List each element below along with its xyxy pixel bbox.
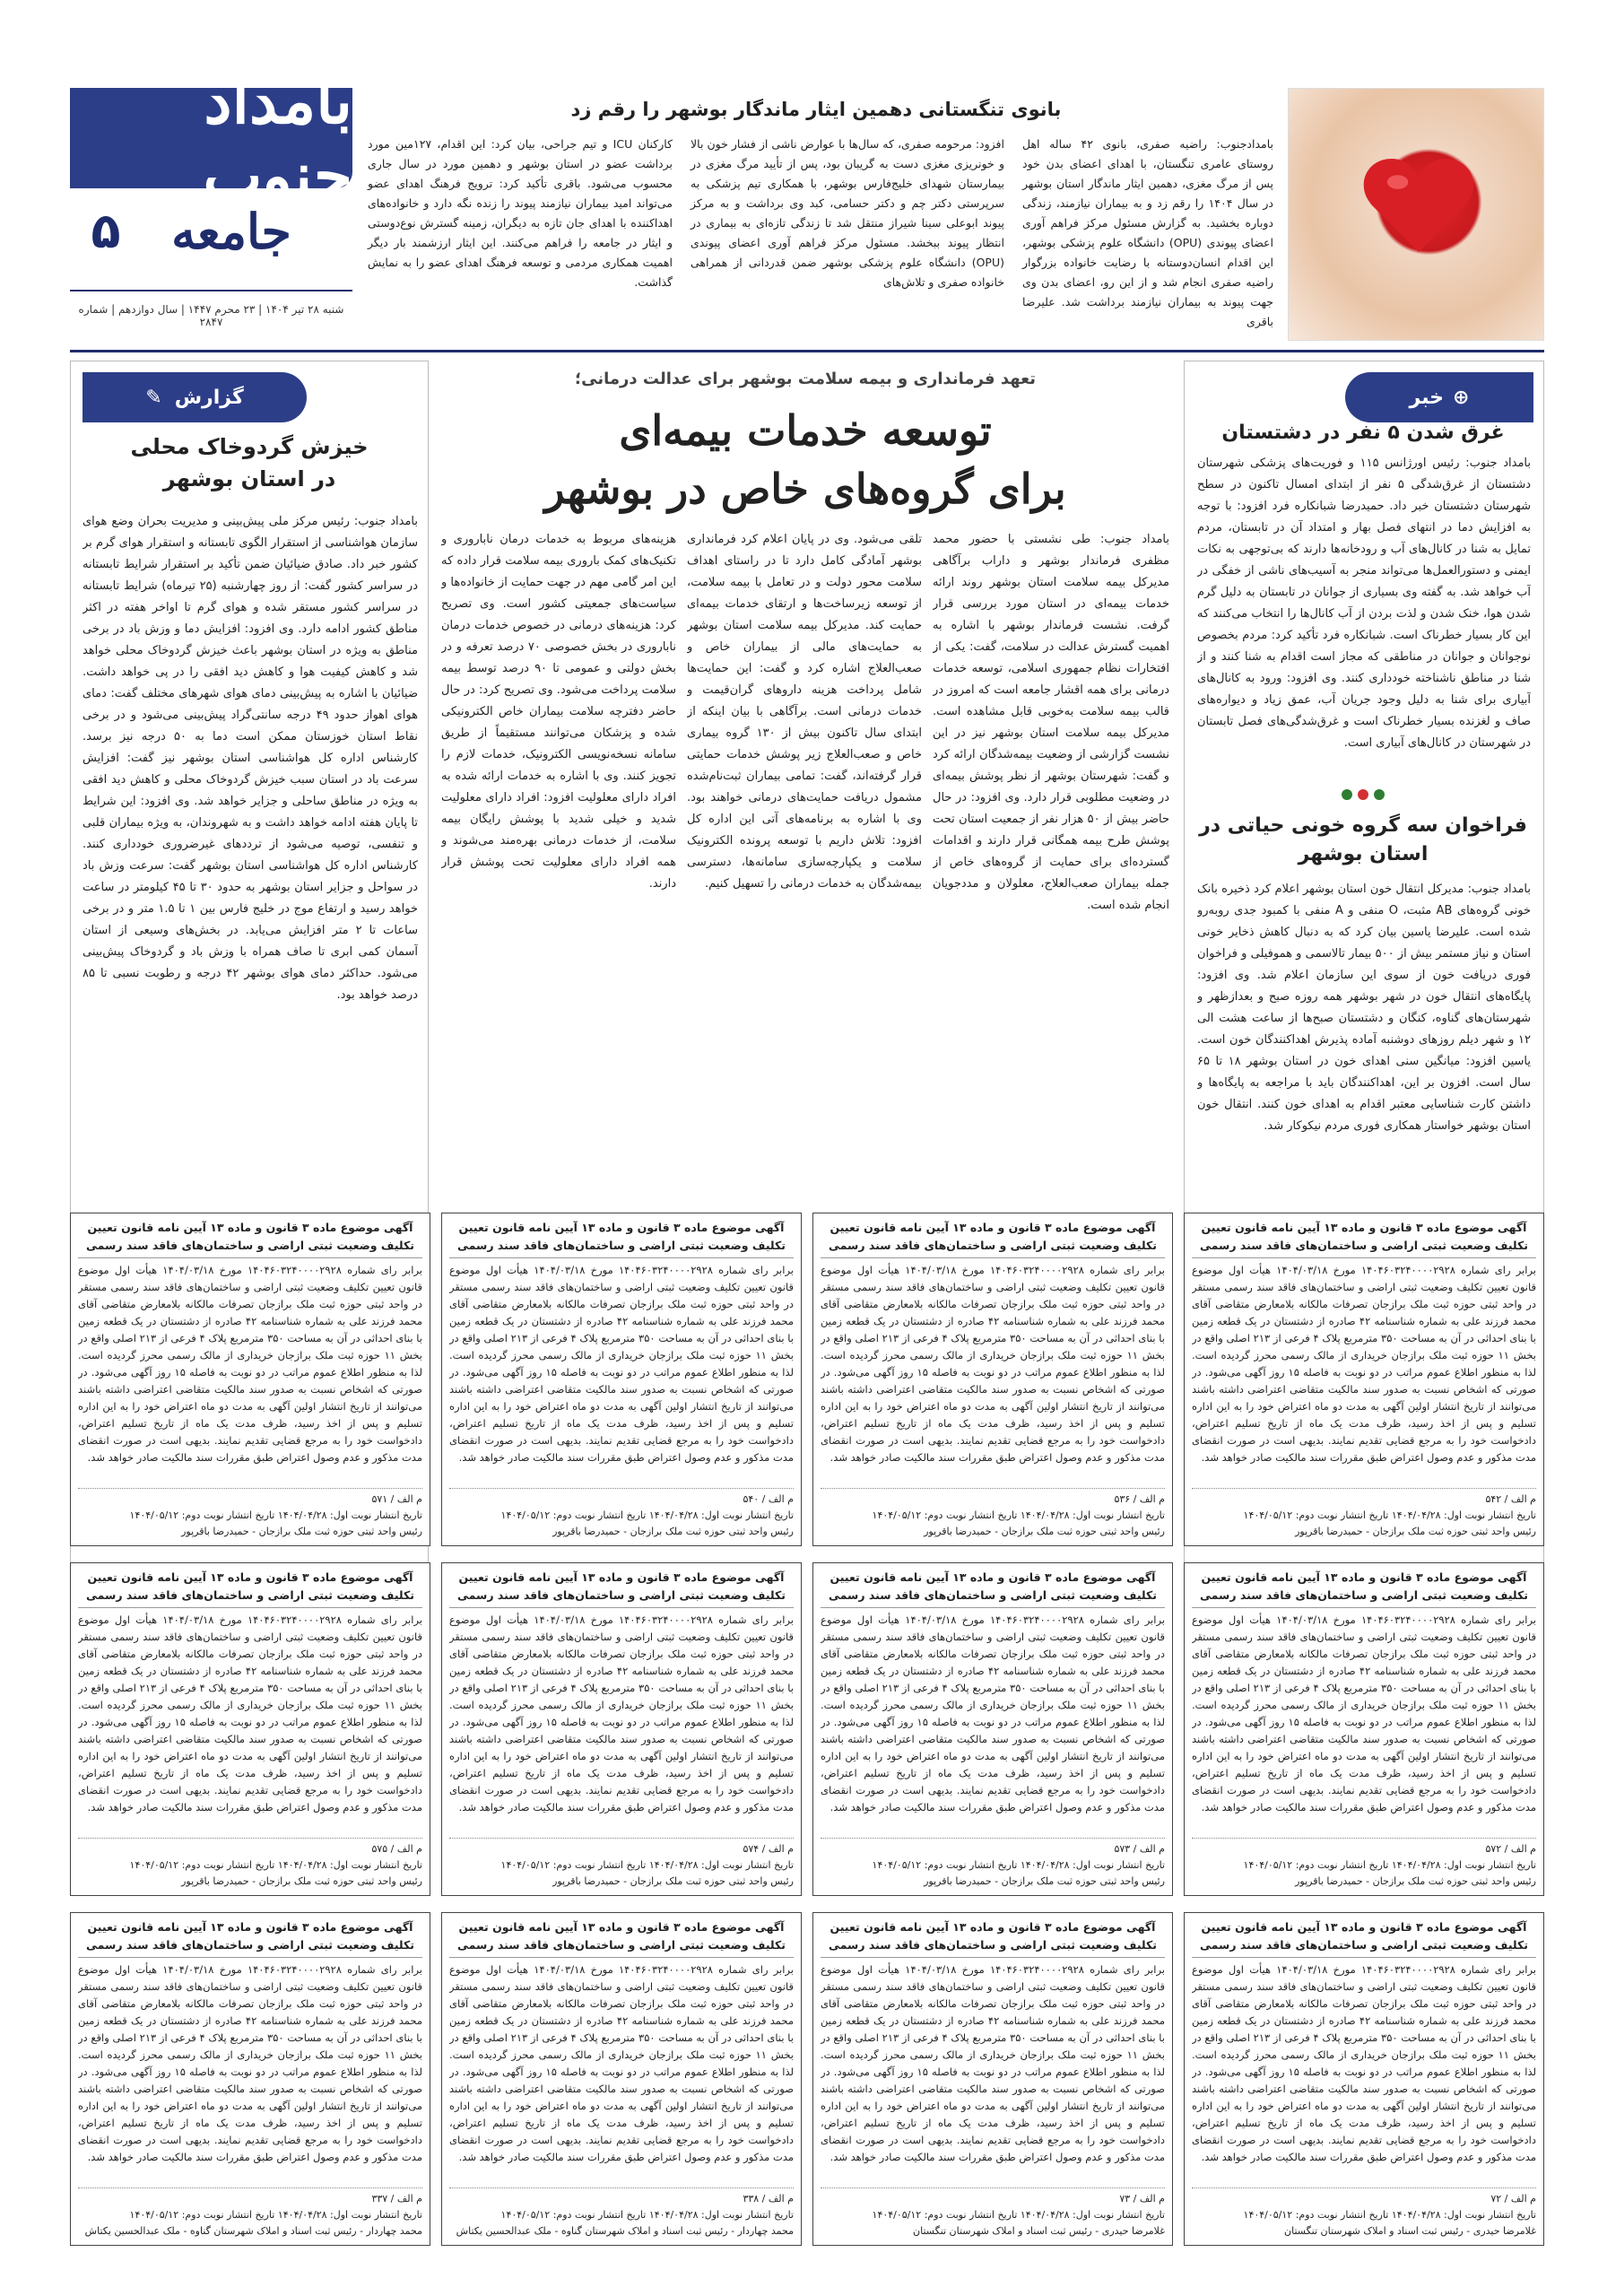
legal-notice-body: برابر رای شماره ۱۴۰۴۶۰۳۲۴۰۰۰۰۲۹۲۸ مورخ ۱۴۰۴/۰۳/۱۸ هیأت اول موضوع قانون تعیین تکلیف وضعیت ثبتی اراضی و ساختمان‌های فاقد سند رسمی مستقر در واحد ثبتی حوزه ثبت ملک برازجان تصرفات مالکانه بلامعارض متقاضی آقای محمد فرزند علی به شماره شناسنامه ۴۲ صادره از دشتستان در یک قطعه زمین با بنای احداثی در آن به مساحت ۳۵۰ مترمربع پلاک ۴ فرعی از ۲۱۳ اصلی واقع در بخش ۱۱ حوزه ثبت ملک برازجان خریداری از مالک رسمی محرز گردیده است. لذا به منظور اطلاع عموم مراتب در دو نوبت به فاصله ۱۵ روز آگهی می‌شود. در صورتی که اشخاص نسبت به صدور سند مالکیت متقاضی اعتراضی داشته باشند می‌توانند از تاریخ انتشار اولین آگهی به مدت دو ماه اعتراض خود را به این اداره تسلیم و پس از اخذ رسید، ظرف مدت یک ماه از تاریخ تسلیم اعتراض، دادخواست خود را به مرجع قضایی تقدیم نمایند. بدیهی است در صورت انقضای مدت مذکور و عدم وصول اعتراض طبق مقررات سند مالکیت صادر خواهد شد. — [1192, 1963, 1536, 2163]
news-section-label — [1345, 372, 1533, 422]
legal-notice[interactable] — [1184, 1912, 1544, 2246]
legal-notice-dates: تاریخ انتشار نوبت اول: ۱۴۰۴/۰۴/۲۸ تاریخ انتشار نوبت دوم: ۱۴۰۴/۰۵/۱۲ — [1243, 1859, 1536, 1871]
report-label-text: گزارش — [174, 386, 244, 409]
legal-notice-title: آگهی موضوع ماده ۳ قانون و ماده ۱۳ آیین نامه قانون تعیین تکلیف وضعیت ثبتی اراضی و ساختمان‌های فاقد سند رسمی — [821, 1219, 1165, 1258]
legal-notice[interactable] — [812, 1213, 1173, 1546]
legal-notice-signer: رئیس واحد ثبتی حوزه ثبت ملک برازجان - حمیدرضا باقرپور — [552, 1526, 794, 1537]
legal-notice-title: آگهی موضوع ماده ۳ قانون و ماده ۱۳ آیین نامه قانون تعیین تکلیف وضعیت ثبتی اراضی و ساختمان‌های فاقد سند رسمی — [1192, 1918, 1536, 1958]
report-title-line-1[interactable]: خیزش گردوخاک محلی — [130, 434, 369, 459]
legal-notice-signer: غلامرضا حیدری - رئیس ثبت اسناد و املاک شهرستان تنگستان — [913, 2225, 1165, 2237]
legal-notice-footer — [1192, 2187, 1536, 2239]
legal-notice-code: م الف / ۵۴۰ — [743, 1493, 794, 1505]
legal-notice-signer: غلامرضا حیدری - رئیس ثبت اسناد و املاک شهرستان تنگستان — [1284, 2225, 1536, 2237]
legal-notice-title: آگهی موضوع ماده ۳ قانون و ماده ۱۳ آیین نامه قانون تعیین تکلیف وضعیت ثبتی اراضی و ساختمان‌های فاقد سند رسمی — [78, 1918, 422, 1958]
legal-notice-dates: تاریخ انتشار نوبت اول: ۱۴۰۴/۰۴/۲۸ تاریخ انتشار نوبت دوم: ۱۴۰۴/۰۵/۱۲ — [129, 2209, 422, 2221]
legal-notice-code: م الف / ۵۴۲ — [1485, 1493, 1536, 1505]
legal-notice-body: برابر رای شماره ۱۴۰۴۶۰۳۲۴۰۰۰۰۲۹۲۸ مورخ ۱۴۰۴/۰۳/۱۸ هیأت اول موضوع قانون تعیین تکلیف وضعیت ثبتی اراضی و ساختمان‌های فاقد سند رسمی مستقر در واحد ثبتی حوزه ثبت ملک برازجان تصرفات مالکانه بلامعارض متقاضی آقای محمد فرزند علی به شماره شناسنامه ۴۲ صادره از دشتستان در یک قطعه زمین با بنای احداثی در آن به مساحت ۳۵۰ مترمربع پلاک ۴ فرعی از ۲۱۳ اصلی واقع در بخش ۱۱ حوزه ثبت ملک برازجان خریداری از مالک رسمی محرز گردیده است. لذا به منظور اطلاع عموم مراتب در دو نوبت به فاصله ۱۵ روز آگهی می‌شود. در صورتی که اشخاص نسبت به صدور سند مالکیت متقاضی اعتراضی داشته باشند می‌توانند از تاریخ انتشار اولین آگهی به مدت دو ماه اعتراض خود را به این اداره تسلیم و پس از اخذ رسید، ظرف مدت یک ماه از تاریخ تسلیم اعتراض، دادخواست خود را به مرجع قضایی تقدیم نمایند. بدیهی است در صورت انقضای مدت مذکور و عدم وصول اعتراض طبق مقررات سند مالکیت صادر خواهد شد. — [449, 1613, 794, 1813]
report-title-line-2[interactable]: در استان بوشهر — [162, 466, 336, 491]
legal-notice-code: م الف / ۵۷۱ — [371, 1493, 422, 1505]
legal-notice-code: م الف / ۵۳۶ — [1114, 1493, 1165, 1505]
legal-notice-code: م الف / ۵۷۳ — [1114, 1843, 1165, 1855]
legal-notice-dates: تاریخ انتشار نوبت اول: ۱۴۰۴/۰۴/۲۸ تاریخ انتشار نوبت دوم: ۱۴۰۴/۰۵/۱۲ — [872, 1859, 1165, 1871]
notepad-icon: ✎ — [145, 386, 162, 409]
legal-notice-footer — [449, 1488, 794, 1540]
report-text: بامداد جنوب: رئیس مرکز ملی پیش‌بینی و مدیریت بحران وضع هوای سازمان هواشناسی از استقرار الگوی تابستانه و استقرار هوای گرم بر کشور خبر داد. صادق ضیائیان ضمن تأکید بر استقرار شرایط تابستانه در سراسر کشور گفت: از روز چهارشنبه (۲۵ تیرماه) شرایط تابستانه در سراسر کشور مستقر شده و هوای گرم تا اواخر هفته در اکثر مناطق کشور ادامه دارد. وی افزود: افزایش دما و وزش باد در برخی مناطق به ویژه در استان بوشهر باعث خیزش گردوخاک محلی خواهد شد و کاهش کیفیت هوا و کاهش دید افقی را در پی خواهد داشت. ضیائیان با اشاره به پیش‌بینی دمای هوای شهرهای مختلف گفت: دمای هوای اهواز حدود ۴۹ درجه سانتی‌گراد پیش‌بینی می‌شود و در برخی نقاط استان خوزستان ممکن است دما به ۵۰ درجه نیز برسد. کارشناس اداره کل هواشناسی استان بوشهر نیز گفت: افزایش سرعت باد در استان سبب خیزش گردوخاک محلی و کاهش دید افقی به ویژه در مناطق ساحلی و جزایر خواهد شد. وی افزود: این شرایط تا پایان هفته ادامه خواهد داشت و به شهروندان، به ویژه بیماران قلبی و تنفسی، توصیه می‌شود از ترددهای غیرضروری خودداری کنند. کارشناس اداره کل هواشناسی استان بوشهر گفت: سرعت وزش باد در سواحل و جزایر استان بوشهر به حدود ۳۰ تا ۴۵ کیلومتر در ساعت خواهد رسید و ارتفاع موج در خلیج فارس بین ۱ تا ۱.۵ متر و در برخی ساعات تا ۲ متر افزایش می‌یابد. در بخش‌های وسیعی از استان آسمان کمی ابری تا صاف همراه با وزش باد و گردوخاک پیش‌بینی می‌شود. حداکثر دمای هوای بوشهر ۴۲ درجه و رطوبت نسبی تا ۸۵ درصد خواهد بود. — [83, 515, 418, 1002]
legal-notice-footer — [78, 2187, 422, 2239]
legal-notice-footer — [449, 1838, 794, 1890]
heart-photo — [1288, 88, 1544, 341]
top-story-col-1: بامدادجنوب: راضیه صفری، بانوی ۴۲ ساله اهل روستای عامری تنگستان، با اهدای اعضای بدن خود پس از مرگ مغزی، دهمین ایثار ماندگار استان بوشهر در سال ۱۴۰۴ را رقم زد و به بیماران نیازمند، زندگی دوباره بخشید. به گزارش مسئول مرکز فراهم آوری اعضای پیوندی (OPU) دانشگاه علوم پزشکی بوشهر، این اقدام انسان‌دوستانه با رضایت خانواده بزرگوار راضیه صفری انجام شد و از این رو، اعضای بدن وی جهت پیوند به بیماران نیازمند برداشت شد. علیرضا باقری — [1022, 137, 1273, 328]
legal-notice-body: برابر رای شماره ۱۴۰۴۶۰۳۲۴۰۰۰۰۲۹۲۸ مورخ ۱۴۰۴/۰۳/۱۸ هیأت اول موضوع قانون تعیین تکلیف وضعیت ثبتی اراضی و ساختمان‌های فاقد سند رسمی مستقر در واحد ثبتی حوزه ثبت ملک برازجان تصرفات مالکانه بلامعارض متقاضی آقای محمد فرزند علی به شماره شناسنامه ۴۲ صادره از دشتستان در یک قطعه زمین با بنای احداثی در آن به مساحت ۳۵۰ مترمربع پلاک ۴ فرعی از ۲۱۳ اصلی واقع در بخش ۱۱ حوزه ثبت ملک برازجان خریداری از مالک رسمی محرز گردیده است. لذا به منظور اطلاع عموم مراتب در دو نوبت به فاصله ۱۵ روز آگهی می‌شود. در صورتی که اشخاص نسبت به صدور سند مالکیت متقاضی اعتراضی داشته باشند می‌توانند از تاریخ انتشار اولین آگهی به مدت دو ماه اعتراض خود را به این اداره تسلیم و پس از اخذ رسید، ظرف مدت یک ماه از تاریخ تسلیم اعتراض، دادخواست خود را به مرجع قضایی تقدیم نمایند. بدیهی است در صورت انقضای مدت مذکور و عدم وصول اعتراض طبق مقررات سند مالکیت صادر خواهد شد. — [449, 1963, 794, 2163]
legal-notice-code: م الف / ۵۷۲ — [1485, 1843, 1536, 1855]
legal-notice-body: برابر رای شماره ۱۴۰۴۶۰۳۲۴۰۰۰۰۲۹۲۸ مورخ ۱۴۰۴/۰۳/۱۸ هیأت اول موضوع قانون تعیین تکلیف وضعیت ثبتی اراضی و ساختمان‌های فاقد سند رسمی مستقر در واحد ثبتی حوزه ثبت ملک برازجان تصرفات مالکانه بلامعارض متقاضی آقای محمد فرزند علی به شماره شناسنامه ۴۲ صادره از دشتستان در یک قطعه زمین با بنای احداثی در آن به مساحت ۳۵۰ مترمربع پلاک ۴ فرعی از ۲۱۳ اصلی واقع در بخش ۱۱ حوزه ثبت ملک برازجان خریداری از مالک رسمی محرز گردیده است. لذا به منظور اطلاع عموم مراتب در دو نوبت به فاصله ۱۵ روز آگهی می‌شود. در صورتی که اشخاص نسبت به صدور سند مالکیت متقاضی اعتراضی داشته باشند می‌توانند از تاریخ انتشار اولین آگهی به مدت دو ماه اعتراض خود را به این اداره تسلیم و پس از اخذ رسید، ظرف مدت یک ماه از تاریخ تسلیم اعتراض، دادخواست خود را به مرجع قضایی تقدیم نمایند. بدیهی است در صورت انقضای مدت مذکور و عدم وصول اعتراض طبق مقررات سند مالکیت صادر خواهد شد. — [78, 1963, 422, 2163]
legal-notice-body: برابر رای شماره ۱۴۰۴۶۰۳۲۴۰۰۰۰۲۹۲۸ مورخ ۱۴۰۴/۰۳/۱۸ هیأت اول موضوع قانون تعیین تکلیف وضعیت ثبتی اراضی و ساختمان‌های فاقد سند رسمی مستقر در واحد ثبتی حوزه ثبت ملک برازجان تصرفات مالکانه بلامعارض متقاضی آقای محمد فرزند علی به شماره شناسنامه ۴۲ صادره از دشتستان در یک قطعه زمین با بنای احداثی در آن به مساحت ۳۵۰ مترمربع پلاک ۴ فرعی از ۲۱۳ اصلی واقع در بخش ۱۱ حوزه ثبت ملک برازجان خریداری از مالک رسمی محرز گردیده است. لذا به منظور اطلاع عموم مراتب در دو نوبت به فاصله ۱۵ روز آگهی می‌شود. در صورتی که اشخاص نسبت به صدور سند مالکیت متقاضی اعتراضی داشته باشند می‌توانند از تاریخ انتشار اولین آگهی به مدت دو ماه اعتراض خود را به این اداره تسلیم و پس از اخذ رسید، ظرف مدت یک ماه از تاریخ تسلیم اعتراض، دادخواست خود را به مرجع قضایی تقدیم نمایند. بدیهی است در صورت انقضای مدت مذکور و عدم وصول اعتراض طبق مقررات سند مالکیت صادر خواهد شد. — [1192, 1264, 1536, 1464]
legal-notice[interactable] — [70, 1912, 430, 2246]
legal-notice-body: برابر رای شماره ۱۴۰۴۶۰۳۲۴۰۰۰۰۲۹۲۸ مورخ ۱۴۰۴/۰۳/۱۸ هیأت اول موضوع قانون تعیین تکلیف وضعیت ثبتی اراضی و ساختمان‌های فاقد سند رسمی مستقر در واحد ثبتی حوزه ثبت ملک برازجان تصرفات مالکانه بلامعارض متقاضی آقای محمد فرزند علی به شماره شناسنامه ۴۲ صادره از دشتستان در یک قطعه زمین با بنای احداثی در آن به مساحت ۳۵۰ مترمربع پلاک ۴ فرعی از ۲۱۳ اصلی واقع در بخش ۱۱ حوزه ثبت ملک برازجان خریداری از مالک رسمی محرز گردیده است. لذا به منظور اطلاع عموم مراتب در دو نوبت به فاصله ۱۵ روز آگهی می‌شود. در صورتی که اشخاص نسبت به صدور سند مالکیت متقاضی اعتراضی داشته باشند می‌توانند از تاریخ انتشار اولین آگهی به مدت دو ماه اعتراض خود را به این اداره تسلیم و پس از اخذ رسید، ظرف مدت یک ماه از تاریخ تسلیم اعتراض، دادخواست خود را به مرجع قضایی تقدیم نمایند. بدیهی است در صورت انقضای مدت مذکور و عدم وصول اعتراض طبق مقررات سند مالکیت صادر خواهد شد. — [821, 1264, 1165, 1464]
top-section-divider — [70, 350, 1544, 352]
legal-notice[interactable] — [1184, 1213, 1544, 1546]
legal-notice[interactable] — [70, 1213, 430, 1546]
legal-notice-signer: رئیس واحد ثبتی حوزه ثبت ملک برازجان - حمیدرضا باقرپور — [181, 1526, 422, 1537]
legal-notice-body: برابر رای شماره ۱۴۰۴۶۰۳۲۴۰۰۰۰۲۹۲۸ مورخ ۱۴۰۴/۰۳/۱۸ هیأت اول موضوع قانون تعیین تکلیف وضعیت ثبتی اراضی و ساختمان‌های فاقد سند رسمی مستقر در واحد ثبتی حوزه ثبت ملک برازجان تصرفات مالکانه بلامعارض متقاضی آقای محمد فرزند علی به شماره شناسنامه ۴۲ صادره از دشتستان در یک قطعه زمین با بنای احداثی در آن به مساحت ۳۵۰ مترمربع پلاک ۴ فرعی از ۲۱۳ اصلی واقع در بخش ۱۱ حوزه ثبت ملک برازجان خریداری از مالک رسمی محرز گردیده است. لذا به منظور اطلاع عموم مراتب در دو نوبت به فاصله ۱۵ روز آگهی می‌شود. در صورتی که اشخاص نسبت به صدور سند مالکیت متقاضی اعتراضی داشته باشند می‌توانند از تاریخ انتشار اولین آگهی به مدت دو ماه اعتراض خود را به این اداره تسلیم و پس از اخذ رسید، ظرف مدت یک ماه از تاریخ تسلیم اعتراض، دادخواست خود را به مرجع قضایی تقدیم نمایند. بدیهی است در صورت انقضای مدت مذکور و عدم وصول اعتراض طبق مقررات سند مالکیت صادر خواهد شد. — [821, 1963, 1165, 2163]
legal-notice-signer: رئیس واحد ثبتی حوزه ثبت ملک برازجان - حمیدرضا باقرپور — [181, 1875, 422, 1887]
legal-notice-title: آگهی موضوع ماده ۳ قانون و ماده ۱۳ آیین نامه قانون تعیین تکلیف وضعیت ثبتی اراضی و ساختمان‌های فاقد سند رسمی — [821, 1918, 1165, 1958]
legal-notice[interactable] — [70, 1562, 430, 1896]
heart-icon — [1360, 152, 1477, 259]
legal-notice-footer — [821, 1488, 1165, 1540]
issue-line: شنبه ۲۸ تیر ۱۴۰۴ | ۲۳ محرم ۱۴۴۷ | سال دوازدهم | شماره ۲۸۴۷ — [78, 303, 344, 328]
main-headline-line-2[interactable]: برای گروه‌های خاص در بوشهر — [544, 465, 1066, 513]
legal-notice-title: آگهی موضوع ماده ۳ قانون و ماده ۱۳ آیین نامه قانون تعیین تکلیف وضعیت ثبتی اراضی و ساختمان‌های فاقد سند رسمی — [449, 1569, 794, 1608]
legal-notice-title: آگهی موضوع ماده ۳ قانون و ماده ۱۳ آیین نامه قانون تعیین تکلیف وضعیت ثبتی اراضی و ساختمان‌های فاقد سند رسمی — [78, 1219, 422, 1258]
legal-notice-dates: تاریخ انتشار نوبت اول: ۱۴۰۴/۰۴/۲۸ تاریخ انتشار نوبت دوم: ۱۴۰۴/۰۵/۱۲ — [500, 1509, 794, 1521]
page-number: ۵ — [91, 203, 121, 259]
legal-notice[interactable] — [441, 1912, 802, 2246]
main-story-col-2: تلقی می‌شود. وی در پایان اعلام کرد فرمانداری بوشهر آمادگی کامل دارد تا در راستای اهداف سلامت محور دولت و در تعامل با بیمه سلامت، از توسعه زیرساخت‌ها و ارتقای خدمات بیمه‌ای حمایت کند. مدیرکل بیمه سلامت استان بوشهر به حمایت‌های مالی از بیماران خاص و صعب‌العلاج اشاره کرد و گفت: این حمایت‌ها شامل پرداخت هزینه داروهای گران‌قیمت و خدمات درمانی است. برآگاهی با بیان اینکه از ابتدای سال تاکنون بیش از ۱۳۰ گروه بیماری خاص و صعب‌العلاج زیر پوشش خدمات حمایتی قرار گرفته‌اند، گفت: تمامی بیماران ثبت‌نام‌شده مشمول دریافت حمایت‌های درمانی خواهند بود. وی با اشاره به برنامه‌های آتی این اداره کل افزود: تلاش داریم با توسعه پرونده الکترونیک سلامت و یکپارچه‌سازی سامانه‌ها، دسترسی بیمه‌شدگان به خدمات درمانی را تسهیل کنیم. — [687, 533, 922, 891]
legal-notice-body: برابر رای شماره ۱۴۰۴۶۰۳۲۴۰۰۰۰۲۹۲۸ مورخ ۱۴۰۴/۰۳/۱۸ هیأت اول موضوع قانون تعیین تکلیف وضعیت ثبتی اراضی و ساختمان‌های فاقد سند رسمی مستقر در واحد ثبتی حوزه ثبت ملک برازجان تصرفات مالکانه بلامعارض متقاضی آقای محمد فرزند علی به شماره شناسنامه ۴۲ صادره از دشتستان در یک قطعه زمین با بنای احداثی در آن به مساحت ۳۵۰ مترمربع پلاک ۴ فرعی از ۲۱۳ اصلی واقع در بخش ۱۱ حوزه ثبت ملک برازجان خریداری از مالک رسمی محرز گردیده است. لذا به منظور اطلاع عموم مراتب در دو نوبت به فاصله ۱۵ روز آگهی می‌شود. در صورتی که اشخاص نسبت به صدور سند مالکیت متقاضی اعتراضی داشته باشند می‌توانند از تاریخ انتشار اولین آگهی به مدت دو ماه اعتراض خود را به این اداره تسلیم و پس از اخذ رسید، ظرف مدت یک ماه از تاریخ تسلیم اعتراض، دادخواست خود را به مرجع قضایی تقدیم نمایند. بدیهی است در صورت انقضای مدت مذکور و عدم وصول اعتراض طبق مقررات سند مالکیت صادر خواهد شد. — [1192, 1613, 1536, 1813]
legal-notice-code: م الف / ۳۳۸ — [743, 2193, 794, 2205]
main-story-col-1: بامداد جنوب: طی نشستی با حضور محمد مظفری فرماندار بوشهر و داراب برآگاهی مدیرکل بیمه سلامت استان بوشهر روند ارائه خدمات بیمه‌ای در استان مورد بررسی قرار گرفت. نشست فرماندار بوشهر با اشاره به اهمیت گسترش عدالت در سلامت، گفت: یکی از افتخارات نظام جمهوری اسلامی، توسعه خدمات درمانی برای همه اقشار جامعه است که امروز در قالب بیمه سلامت به‌خوبی قابل مشاهده است. مدیرکل بیمه سلامت استان بوشهر نیز در این نشست گزارشی از وضعیت بیمه‌شدگان ارائه کرد و گفت: شهرستان بوشهر از نظر پوشش بیمه‌ای در وضعیت مطلوبی قرار دارد. وی افزود: در حال حاضر بیش از ۵۰ هزار نفر از جمعیت استان تحت پوشش طرح بیمه همگانی قرار دارند و اقدامات گسترده‌ای برای حمایت از گروه‌های خاص از جمله بیماران صعب‌العلاج، معلولان و مددجویان انجام شده است. — [933, 533, 1169, 912]
legal-notice-title: آگهی موضوع ماده ۳ قانون و ماده ۱۳ آیین نامه قانون تعیین تکلیف وضعیت ثبتی اراضی و ساختمان‌های فاقد سند رسمی — [821, 1569, 1165, 1608]
news-story-1-text: بامداد جنوب: رئیس اورژانس ۱۱۵ و فوریت‌های پزشکی شهرستان دشتستان از غرق‌شدگی ۵ نفر از ابتدای امسال تاکنون در سطح شهرستان دشتستان خبر داد. حمیدرضا شبانکاره فرد افزود: با توجه به افزایش دما در انتهای فصل بهار و امتداد آن در تابستان، مردم تمایل به شنا در کانال‌های آب و رودخانه‌ها دارند که بی‌توجهی به نکات ایمنی و دستورالعمل‌ها می‌تواند منجر به آسیب‌های ناشی از خفگی در آب خواهد شد. به گفته وی بسیاری از جوانان در تابستان به دلیل گرم شدن هوا، خنک شدن و لذت بردن از آب کانال‌ها را انتخاب می‌کنند که این کار بسیار خطرناک است. شبانکاره فرد تأکید کرد: مردم بخصوص نوجوانان و جوانان در مناطقی که مجاز است اقدام به شنا کنند و از شنا در مناطق ناشناخته خودداری کنند. وی افزود: ورود به کانال‌های آبیاری برای شنا به دلیل وجود جریان آب، عمق زیاد و دیواره‌های صاف و لغزنده بسیار خطرناک است و غرق‌شدگی‌های فصل تابستان در شهرستان در کانال‌های آبیاری است. — [1197, 457, 1531, 750]
legal-notice-code: م الف / ۵۷۵ — [371, 1843, 422, 1855]
legal-notice-footer — [821, 1838, 1165, 1890]
legal-notice-dates: تاریخ انتشار نوبت اول: ۱۴۰۴/۰۴/۲۸ تاریخ انتشار نوبت دوم: ۱۴۰۴/۰۵/۱۲ — [500, 1859, 794, 1871]
main-story-kicker: تعهد فرمانداری و بیمه سلامت بوشهر برای عدالت درمانی؛ — [574, 370, 1037, 388]
legal-notice[interactable] — [441, 1213, 802, 1546]
legal-notice-dates: تاریخ انتشار نوبت اول: ۱۴۰۴/۰۴/۲۸ تاریخ انتشار نوبت دوم: ۱۴۰۴/۰۵/۱۲ — [872, 1509, 1165, 1521]
legal-notice-signer: رئیس واحد ثبتی حوزه ثبت ملک برازجان - حمیدرضا باقرپور — [924, 1875, 1165, 1887]
masthead-divider — [70, 290, 352, 291]
legal-notice-footer — [821, 2187, 1165, 2239]
separator-dots — [1318, 789, 1408, 800]
legal-notice-title: آگهی موضوع ماده ۳ قانون و ماده ۱۳ آیین نامه قانون تعیین تکلیف وضعیت ثبتی اراضی و ساختمان‌های فاقد سند رسمی — [449, 1918, 794, 1958]
legal-notice-title: آگهی موضوع ماده ۳ قانون و ماده ۱۳ آیین نامه قانون تعیین تکلیف وضعیت ثبتی اراضی و ساختمان‌های فاقد سند رسمی — [78, 1569, 422, 1608]
legal-notice-signer: محمد چهاردار - رئیس ثبت اسناد و املاک شهرستان گناوه - ملک عبدالحسین یکتاش — [456, 2225, 794, 2237]
legal-notice[interactable] — [812, 1912, 1173, 2246]
legal-notice-dates: تاریخ انتشار نوبت اول: ۱۴۰۴/۰۴/۲۸ تاریخ انتشار نوبت دوم: ۱۴۰۴/۰۵/۱۲ — [129, 1509, 422, 1521]
legal-notice-dates: تاریخ انتشار نوبت اول: ۱۴۰۴/۰۴/۲۸ تاریخ انتشار نوبت دوم: ۱۴۰۴/۰۵/۱۲ — [872, 2209, 1165, 2221]
news-story-1-title[interactable]: غرق شدن ۵ نفر در دشتستان — [1221, 422, 1505, 444]
legal-notice-footer — [78, 1838, 422, 1890]
legal-notice-footer — [1192, 1488, 1536, 1540]
legal-notice-code: م الف / ۵۷۴ — [743, 1843, 794, 1855]
legal-notice-signer: رئیس واحد ثبتی حوزه ثبت ملک برازجان - حمیدرضا باقرپور — [1295, 1526, 1536, 1537]
top-story-col-2: افزود: مرحومه صفری، که سال‌ها با عوارض ناشی از فشار خون بالا و خونریزی مغزی دست به گریبان بود، پس از تأیید مرگ مغزی در بیمارستان شهدای خلیج‌فارس بوشهر، با همکاری تیم پزشکی به سرپرستی دکتر چم و دکتر حسامی، کبد وی برداشت و به مرکز پیوند ابوعلی سینا شیراز منتقل شد تا زندگی تازه‌ای به بیماری در انتظار پیوند ببخشد. مسئول مرکز فراهم آوری اعضای پیوندی (OPU) دانشگاه علوم پزشکی بوشهر ضمن قدردانی از همراهی خانواده صفری و تلاش‌های — [691, 137, 1004, 289]
legal-notice[interactable] — [812, 1562, 1173, 1896]
news-label-text: خبر — [1409, 386, 1445, 409]
legal-notice-footer — [78, 1488, 422, 1540]
news-story-2-title[interactable]: فراخوان سه گروه خونی حیاتی در استان بوشهر — [1199, 814, 1527, 865]
legal-notice-signer: رئیس واحد ثبتی حوزه ثبت ملک برازجان - حمیدرضا باقرپور — [552, 1875, 794, 1887]
page-name: جامعه — [171, 203, 291, 260]
legal-notice-dates: تاریخ انتشار نوبت اول: ۱۴۰۴/۰۴/۲۸ تاریخ انتشار نوبت دوم: ۱۴۰۴/۰۵/۱۲ — [1243, 2209, 1536, 2221]
legal-notice[interactable] — [441, 1562, 802, 1896]
legal-notice-footer — [1192, 1838, 1536, 1890]
top-story-title[interactable]: بانوی تنگستانی دهمین ایثار ماندگار بوشهر را رقم زد — [570, 99, 1062, 120]
legal-notice-title: آگهی موضوع ماده ۳ قانون و ماده ۱۳ آیین نامه قانون تعیین تکلیف وضعیت ثبتی اراضی و ساختمان‌های فاقد سند رسمی — [1192, 1569, 1536, 1608]
news-story-2-text: بامداد جنوب: مدیرکل انتقال خون استان بوشهر اعلام کرد ذخیره بانک خونی گروه‌های AB مثبت، O منفی و A منفی با کمبود جدی روبه‌رو شده است. علیرضا یاسین بیان کرد که به دنبال کاهش ذخایر خونی استان و نیاز مستمر بیش از ۵۰۰ بیمار تالاسمی و هموفیلی و فراخوان فوری دریافت خون از سوی این سازمان اعلام شد. وی افزود: پایگاه‌های انتقال خون در شهر بوشهر همه روزه صبح و بعدازظهر و شهرستان‌های گناوه، کنگان و دشتستان صبح‌ها از ساعت هشت الی ۱۲ و شهر دیلم روزهای دوشنبه آماده پذیرش اهداکنندگان خون است. یاسین افزود: میانگین سنی اهدای خون در استان بوشهر ۱۸ تا ۶۵ سال است. افزون بر این، اهداکنندگان باید با مراجعه به پایگاه‌ها و داشتن کارت شناسایی معتبر اقدام به اهدای خون کنند. انتقال خون استان بوشهر خواستار همکاری فوری مردم نیکوکار شد. — [1197, 883, 1531, 1133]
legal-notice-code: م الف / ۳۳۷ — [371, 2193, 422, 2205]
legal-notice-code: م الف / ۷۲ — [1490, 2193, 1536, 2205]
legal-notice-body: برابر رای شماره ۱۴۰۴۶۰۳۲۴۰۰۰۰۲۹۲۸ مورخ ۱۴۰۴/۰۳/۱۸ هیأت اول موضوع قانون تعیین تکلیف وضعیت ثبتی اراضی و ساختمان‌های فاقد سند رسمی مستقر در واحد ثبتی حوزه ثبت ملک برازجان تصرفات مالکانه بلامعارض متقاضی آقای محمد فرزند علی به شماره شناسنامه ۴۲ صادره از دشتستان در یک قطعه زمین با بنای احداثی در آن به مساحت ۳۵۰ مترمربع پلاک ۴ فرعی از ۲۱۳ اصلی واقع در بخش ۱۱ حوزه ثبت ملک برازجان خریداری از مالک رسمی محرز گردیده است. لذا به منظور اطلاع عموم مراتب در دو نوبت به فاصله ۱۵ روز آگهی می‌شود. در صورتی که اشخاص نسبت به صدور سند مالکیت متقاضی اعتراضی داشته باشند می‌توانند از تاریخ انتشار اولین آگهی به مدت دو ماه اعتراض خود را به این اداره تسلیم و پس از اخذ رسید، ظرف مدت یک ماه از تاریخ تسلیم اعتراض، دادخواست خود را به مرجع قضایی تقدیم نمایند. بدیهی است در صورت انقضای مدت مذکور و عدم وصول اعتراض طبق مقررات سند مالکیت صادر خواهد شد. — [78, 1264, 422, 1464]
legal-notice-title: آگهی موضوع ماده ۳ قانون و ماده ۱۳ آیین نامه قانون تعیین تکلیف وضعیت ثبتی اراضی و ساختمان‌های فاقد سند رسمی — [449, 1219, 794, 1258]
legal-notice-dates: تاریخ انتشار نوبت اول: ۱۴۰۴/۰۴/۲۸ تاریخ انتشار نوبت دوم: ۱۴۰۴/۰۵/۱۲ — [129, 1859, 422, 1871]
legal-notice-footer — [449, 2187, 794, 2239]
globe-icon: ⊕ — [1453, 386, 1470, 409]
legal-notice-title: آگهی موضوع ماده ۳ قانون و ماده ۱۳ آیین نامه قانون تعیین تکلیف وضعیت ثبتی اراضی و ساختمان‌های فاقد سند رسمی — [1192, 1219, 1536, 1258]
main-story-col-3: هزینه‌های مربوط به خدمات درمان ناباروری و تکنیک‌های کمک باروری بیمه سلامت قرار داده که این امر گامی مهم در جهت حمایت از خانواده‌ها و سیاست‌های جمعیتی کشور است. وی تصریح کرد: هزینه‌های درمانی در خصوص خدمات درمان ناباروری در بخش خصوصی ۷۰ درصد تعرفه و در بخش دولتی و عمومی تا ۹۰ درصد توسط بیمه سلامت پرداخت می‌شود. وی تصریح کرد: در حال حاضر دفترچه سلامت بیماران خاص الکترونیکی شده و پزشکان می‌توانند مستقیماً از طریق سامانه نسخه‌نویسی الکترونیک، خدمات لازم را تجویز کنند. وی با اشاره به خدمات ارائه شده به افراد دارای معلولیت افزود: افراد دارای معلولیت شدید و خیلی شدید با پوشش رایگان بیمه سلامت، از خدمات درمانی بهره‌مند می‌شوند و همه افراد دارای معلولیت تحت پوشش قرار دارند. — [441, 533, 676, 891]
legal-notice-signer: محمد چهاردار - رئیس ثبت اسناد و املاک شهرستان گناوه - ملک عبدالحسین یکتاش — [84, 2225, 422, 2237]
legal-notice-signer: رئیس واحد ثبتی حوزه ثبت ملک برازجان - حمیدرضا باقرپور — [924, 1526, 1165, 1537]
legal-notice-body: برابر رای شماره ۱۴۰۴۶۰۳۲۴۰۰۰۰۲۹۲۸ مورخ ۱۴۰۴/۰۳/۱۸ هیأت اول موضوع قانون تعیین تکلیف وضعیت ثبتی اراضی و ساختمان‌های فاقد سند رسمی مستقر در واحد ثبتی حوزه ثبت ملک برازجان تصرفات مالکانه بلامعارض متقاضی آقای محمد فرزند علی به شماره شناسنامه ۴۲ صادره از دشتستان در یک قطعه زمین با بنای احداثی در آن به مساحت ۳۵۰ مترمربع پلاک ۴ فرعی از ۲۱۳ اصلی واقع در بخش ۱۱ حوزه ثبت ملک برازجان خریداری از مالک رسمی محرز گردیده است. لذا به منظور اطلاع عموم مراتب در دو نوبت به فاصله ۱۵ روز آگهی می‌شود. در صورتی که اشخاص نسبت به صدور سند مالکیت متقاضی اعتراضی داشته باشند می‌توانند از تاریخ انتشار اولین آگهی به مدت دو ماه اعتراض خود را به این اداره تسلیم و پس از اخذ رسید، ظرف مدت یک ماه از تاریخ تسلیم اعتراض، دادخواست خود را به مرجع قضایی تقدیم نمایند. بدیهی است در صورت انقضای مدت مذکور و عدم وصول اعتراض طبق مقررات سند مالکیت صادر خواهد شد. — [78, 1613, 422, 1813]
newspaper-logo[interactable]: بامداد جنوب — [70, 88, 352, 188]
legal-notice[interactable] — [1184, 1562, 1544, 1896]
legal-notice-signer: رئیس واحد ثبتی حوزه ثبت ملک برازجان - حمیدرضا باقرپور — [1295, 1875, 1536, 1887]
legal-notice-dates: تاریخ انتشار نوبت اول: ۱۴۰۴/۰۴/۲۸ تاریخ انتشار نوبت دوم: ۱۴۰۴/۰۵/۱۲ — [1243, 1509, 1536, 1521]
top-story-col-3: کارکنان ICU و تیم جراحی، بیان کرد: این اقدام، ۱۲۷مین مورد برداشت عضو در استان بوشهر و دهمین مورد در سال جاری محسوب می‌شود. باقری تأکید کرد: ترویج فرهنگ اهدای عضو می‌تواند امید بیماران نیازمند پیوند را زنده نگه دارد و خانواده‌های اهداکننده با اهدای جان تازه به دیگران، زمینه گسترش نوع‌دوستی و ایثار در جامعه را فراهم می‌کنند. این ایثار ارزشمند بار دیگر اهمیت همکاری مردمی و توسعه فرهنگ اهدای عضو را به نمایش گذاشت. — [368, 137, 673, 289]
legal-notice-code: م الف / ۷۳ — [1119, 2193, 1165, 2205]
masthead — [70, 64, 352, 341]
legal-notice-body: برابر رای شماره ۱۴۰۴۶۰۳۲۴۰۰۰۰۲۹۲۸ مورخ ۱۴۰۴/۰۳/۱۸ هیأت اول موضوع قانون تعیین تکلیف وضعیت ثبتی اراضی و ساختمان‌های فاقد سند رسمی مستقر در واحد ثبتی حوزه ثبت ملک برازجان تصرفات مالکانه بلامعارض متقاضی آقای محمد فرزند علی به شماره شناسنامه ۴۲ صادره از دشتستان در یک قطعه زمین با بنای احداثی در آن به مساحت ۳۵۰ مترمربع پلاک ۴ فرعی از ۲۱۳ اصلی واقع در بخش ۱۱ حوزه ثبت ملک برازجان خریداری از مالک رسمی محرز گردیده است. لذا به منظور اطلاع عموم مراتب در دو نوبت به فاصله ۱۵ روز آگهی می‌شود. در صورتی که اشخاص نسبت به صدور سند مالکیت متقاضی اعتراضی داشته باشند می‌توانند از تاریخ انتشار اولین آگهی به مدت دو ماه اعتراض خود را به این اداره تسلیم و پس از اخذ رسید، ظرف مدت یک ماه از تاریخ تسلیم اعتراض، دادخواست خود را به مرجع قضایی تقدیم نمایند. بدیهی است در صورت انقضای مدت مذکور و عدم وصول اعتراض طبق مقررات سند مالکیت صادر خواهد شد. — [449, 1264, 794, 1464]
report-section-label — [83, 372, 307, 422]
legal-notice-body: برابر رای شماره ۱۴۰۴۶۰۳۲۴۰۰۰۰۲۹۲۸ مورخ ۱۴۰۴/۰۳/۱۸ هیأت اول موضوع قانون تعیین تکلیف وضعیت ثبتی اراضی و ساختمان‌های فاقد سند رسمی مستقر در واحد ثبتی حوزه ثبت ملک برازجان تصرفات مالکانه بلامعارض متقاضی آقای محمد فرزند علی به شماره شناسنامه ۴۲ صادره از دشتستان در یک قطعه زمین با بنای احداثی در آن به مساحت ۳۵۰ مترمربع پلاک ۴ فرعی از ۲۱۳ اصلی واقع در بخش ۱۱ حوزه ثبت ملک برازجان خریداری از مالک رسمی محرز گردیده است. لذا به منظور اطلاع عموم مراتب در دو نوبت به فاصله ۱۵ روز آگهی می‌شود. در صورتی که اشخاص نسبت به صدور سند مالکیت متقاضی اعتراضی داشته باشند می‌توانند از تاریخ انتشار اولین آگهی به مدت دو ماه اعتراض خود را به این اداره تسلیم و پس از اخذ رسید، ظرف مدت یک ماه از تاریخ تسلیم اعتراض، دادخواست خود را به مرجع قضایی تقدیم نمایند. بدیهی است در صورت انقضای مدت مذکور و عدم وصول اعتراض طبق مقررات سند مالکیت صادر خواهد شد. — [821, 1613, 1165, 1813]
legal-notices-grid — [70, 1213, 1544, 2262]
legal-notice-dates: تاریخ انتشار نوبت اول: ۱۴۰۴/۰۴/۲۸ تاریخ انتشار نوبت دوم: ۱۴۰۴/۰۵/۱۲ — [500, 2209, 794, 2221]
main-headline-line-1[interactable]: توسعه خدمات بیمه‌ای — [619, 406, 992, 455]
